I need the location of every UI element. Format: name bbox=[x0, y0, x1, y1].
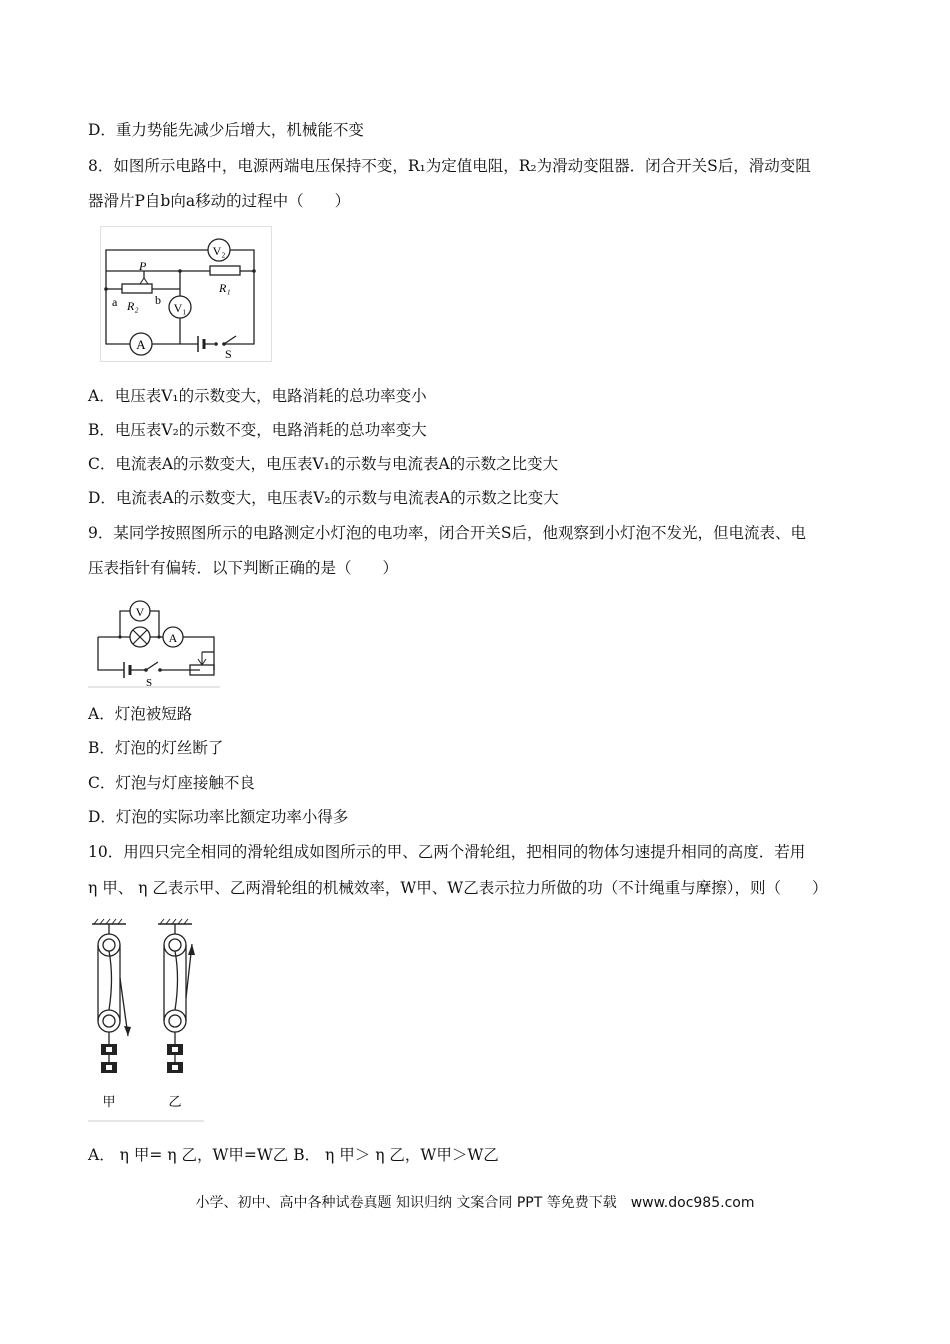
q8-circuit-figure bbox=[100, 226, 272, 362]
q9-option-d: D．灯泡的实际功率比额定功率小得多 bbox=[88, 808, 349, 826]
q8-fig-label-p: P bbox=[139, 259, 147, 273]
q9-circuit-figure bbox=[88, 590, 220, 688]
q10-fig-label-left: 甲 bbox=[102, 1094, 116, 1109]
q9-option-a: A．灯泡被短路 bbox=[88, 705, 193, 723]
q8-fig-label-a: a bbox=[112, 295, 118, 309]
q9-option-c: C．灯泡与灯座接触不良 bbox=[88, 774, 255, 792]
q8-fig-label-b: b bbox=[155, 293, 161, 307]
q10-fig-label-right: 乙 bbox=[168, 1094, 182, 1109]
q8-option-d: D．电流表A的示数变大，电压表V₂的示数与电流表A的示数之比变大 bbox=[88, 489, 559, 507]
q9-fig-label-ammeter: A bbox=[168, 631, 178, 645]
q9-fig-label-voltmeter: V bbox=[135, 605, 145, 619]
q8-fig-label-ammeter: A bbox=[136, 337, 146, 352]
q8-fig-label-v1: V₁ bbox=[173, 301, 187, 315]
q10-options-ab: A． η 甲= η 乙，W甲=W乙 B． η 甲＞ η 乙，W甲＞W乙 bbox=[88, 1146, 499, 1164]
q8-fig-label-r2: R₂ bbox=[127, 299, 139, 313]
q9-stem-line2: 压表指针有偏转．以下判断正确的是（ ） bbox=[88, 559, 399, 577]
page-footer: 小学、初中、高中各种试卷真题 知识归纳 文案合同 PPT 等免费下载 www.doc985.com bbox=[195, 1195, 755, 1211]
q7-option-d: D．重力势能先减少后增大，机械能不变 bbox=[88, 121, 364, 139]
q8-stem-line2: 器滑片P自b向a移动的过程中（ ） bbox=[88, 192, 351, 210]
q10-pulley-figure bbox=[88, 918, 204, 1124]
q8-fig-label-switch: S bbox=[225, 347, 232, 361]
q8-stem-line1: 8．如图所示电路中，电源两端电压保持不变，R₁为定值电阻，R₂为滑动变阻器．闭合开关S后，滑动变阻 bbox=[88, 157, 811, 175]
q10-stem-line1: 10．用四只完全相同的滑轮组成如图所示的甲、乙两个滑轮组，把相同的物体匀速提升相同的高度．若用 bbox=[88, 843, 806, 861]
q9-option-b: B．灯泡的灯丝断了 bbox=[88, 739, 224, 757]
q9-stem-line1: 9．某同学按照图所示的电路测定小灯泡的电功率，闭合开关S后，他观察到小灯泡不发光，但电流表、电 bbox=[88, 524, 806, 542]
q8-fig-label-v2: V₂ bbox=[212, 244, 226, 258]
q10-stem-line2: η 甲、 η 乙表示甲、乙两滑轮组的机械效率，W甲、W乙表示拉力所做的功（不计绳重与摩擦），则（ ） bbox=[88, 879, 828, 897]
q8-option-b: B．电压表V₂的示数不变，电路消耗的总功率变大 bbox=[88, 421, 427, 439]
q8-fig-label-r1: R₁ bbox=[219, 281, 231, 295]
q9-fig-label-switch: S bbox=[146, 677, 153, 688]
q8-option-a: A．电压表V₁的示数变大，电路消耗的总功率变小 bbox=[88, 387, 427, 405]
q8-option-c: C．电流表A的示数变大，电压表V₁的示数与电流表A的示数之比变大 bbox=[88, 455, 559, 473]
